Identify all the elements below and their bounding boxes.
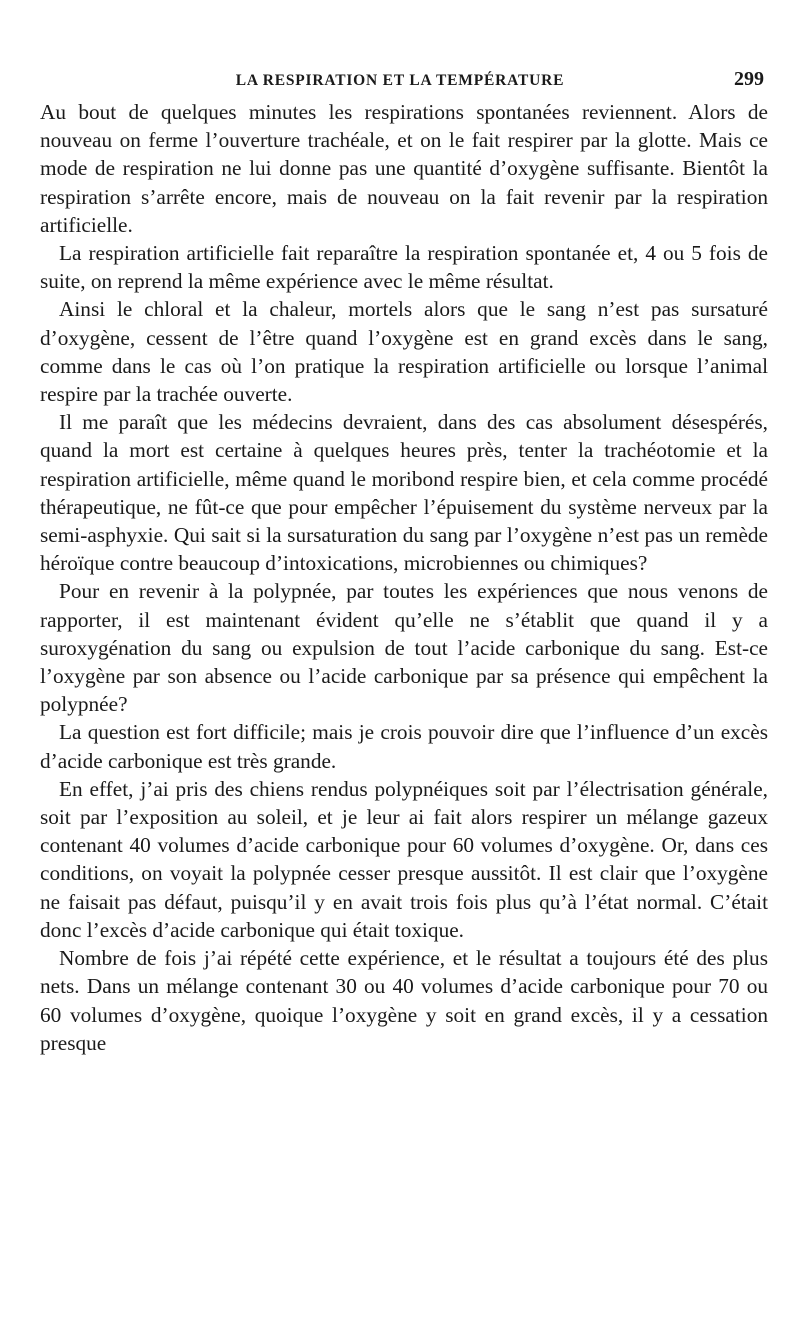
- paragraph-3: Ainsi le chloral et la chaleur, mortels alors que le sang n’est pas sursaturé d’oxygène, cessent de l’être quand l’oxygène est en grand excès dans le sang, comme dans le cas où l’on pratique la respiration artificielle ou lorsque l’animal respire par la trachée ouverte.: [40, 297, 768, 407]
- running-header: [0, 68, 800, 96]
- paragraph-4: Il me paraît que les médecins devraient, dans des cas absolument désespérés, quand la mort est certaine à quelques heures près, tenter la trachéotomie et la respiration artificielle, même quand le moribond respire bien, et cela comme procédé thérapeutique, ne fût-ce que pour empêcher l’épuisement du système nerveux par la semi-asphyxie. Qui sait si la sursaturation du sang par l’oxygène n’est pas un remède héroïque contre beaucoup d’intoxications, microbiennes ou chimiques?: [40, 410, 768, 576]
- running-title: LA RESPIRATION ET LA TEMPÉRATURE: [235, 72, 565, 89]
- paragraph-2: La respiration artificielle fait reparaître la respiration spontanée et, 4 ou 5 fois de suite, on reprend la même expérience avec le même résultat.: [40, 241, 768, 294]
- paragraph-1: Au bout de quelques minutes les respirations spontanées reviennent. Alors de nouveau on ferme l’ouverture trachéale, et on le fait respirer par la glotte. Mais ce mode de respiration ne lui donne pas une quantité d’oxygène suffisante. Bientôt la respiration s’arrête encore, mais de nouveau on la fait revenir par la respiration artificielle.: [40, 100, 768, 237]
- paragraph-6: La question est fort difficile; mais je crois pouvoir dire que l’influence d’un excès d’acide carbonique est très grande.: [40, 720, 768, 773]
- paragraph-7: En effet, j’ai pris des chiens rendus polypnéiques soit par l’électrisation générale, soit par l’exposition au soleil, et je leur ai fait alors respirer un mélange gazeux contenant 40 volumes d’acide carbonique pour 60 volumes d’oxygène. Or, dans ces conditions, on voyait la polypnée cesser presque aussitôt. Il est clair que l’oxygène ne faisait pas défaut, puisqu’il y en avait trois fois plus qu’à l’état normal. C’était donc l’excès d’acide carbonique qui était toxique.: [40, 776, 768, 942]
- body-text: [40, 98, 768, 1057]
- page-number: 299: [734, 68, 764, 90]
- paragraph-8: Nombre de fois j’ai répété cette expérience, et le résultat a toujours été des plus nets. Dans un mélange contenant 30 ou 40 volumes d’acide carbonique pour 70 ou 60 volumes d’oxygène, quoique l’oxygène y soit en grand excès, il y a cessation presque: [40, 946, 768, 1055]
- paragraph-5: Pour en revenir à la polypnée, par toutes les expériences que nous venons de rapporter, il est maintenant évident qu’elle ne s’établit que quand il y a suroxygénation du sang ou expulsion de tout l’acide carbonique du sang. Est-ce l’oxygène par son absence ou l’acide carbonique par sa présence qui empêchent la polypnée?: [40, 579, 768, 717]
